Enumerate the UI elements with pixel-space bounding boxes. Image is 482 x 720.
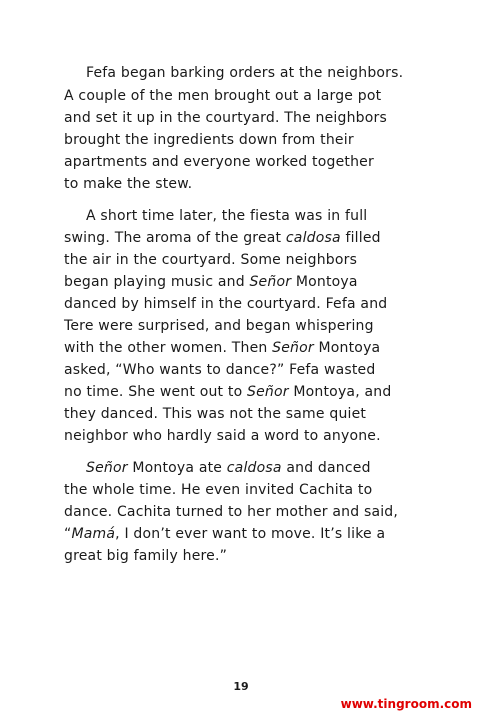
- text-line: the whole time. He even invited Cachita to: [64, 482, 373, 498]
- italic-word: Señor: [247, 384, 289, 400]
- text-run: Montoya, and: [288, 384, 392, 400]
- text-line: to make the stew.: [64, 176, 193, 192]
- text-run: Montoya: [291, 274, 358, 290]
- italic-word: caldosa: [226, 460, 282, 476]
- text-line: [64, 228, 381, 248]
- text-line: and set it up in the courtyard. The neighbors: [64, 110, 387, 126]
- text-run: Montoya ate: [127, 460, 227, 476]
- watermark-text: www.tingroom.com: [340, 697, 472, 711]
- text-run: swing. The aroma of the great: [64, 230, 286, 246]
- text-run: , I don’t ever want to move. It’s like a: [115, 526, 386, 542]
- text-run: “: [64, 526, 72, 542]
- text-run: no time. She went out to: [64, 384, 248, 400]
- italic-word: caldosa: [285, 230, 341, 246]
- text-line: great big family here.”: [64, 548, 228, 564]
- italic-word: Señor: [86, 460, 128, 476]
- italic-word: Mamá: [71, 526, 116, 542]
- text-run: Montoya: [313, 340, 381, 356]
- text-line: danced by himself in the courtyard. Fefa and: [64, 296, 388, 312]
- text-run: and danced: [281, 460, 371, 476]
- text-run: filled: [340, 230, 381, 246]
- text-run: began playing music and: [64, 274, 250, 290]
- text-line: [64, 524, 385, 544]
- italic-word: Señor: [249, 274, 292, 290]
- text-line: A short time later, the fiesta was in full: [86, 208, 368, 224]
- text-line: they danced. This was not the same quiet: [64, 406, 367, 422]
- text-run: with the other women. Then: [64, 340, 273, 356]
- text-line: apartments and everyone worked together: [64, 154, 374, 170]
- text-line: dance. Cachita turned to her mother and said,: [64, 504, 399, 520]
- page-number: 19: [233, 680, 249, 693]
- text-line: neighbor who hardly said a word to anyone.: [64, 428, 381, 444]
- text-line: Fefa began barking orders at the neighbors.: [86, 65, 404, 81]
- text-line: [64, 382, 391, 402]
- text-line: [64, 338, 380, 358]
- text-line: A couple of the men brought out a large pot: [64, 88, 382, 104]
- text-line: brought the ingredients down from their: [64, 132, 354, 148]
- text-line: [86, 458, 371, 478]
- text-line: asked, “Who wants to dance?” Fefa wasted: [64, 362, 376, 378]
- text-line: Tere were surprised, and began whispering: [64, 318, 374, 334]
- text-line: [64, 272, 358, 292]
- text-line: the air in the courtyard. Some neighbors: [64, 252, 358, 268]
- italic-word: Señor: [272, 340, 314, 356]
